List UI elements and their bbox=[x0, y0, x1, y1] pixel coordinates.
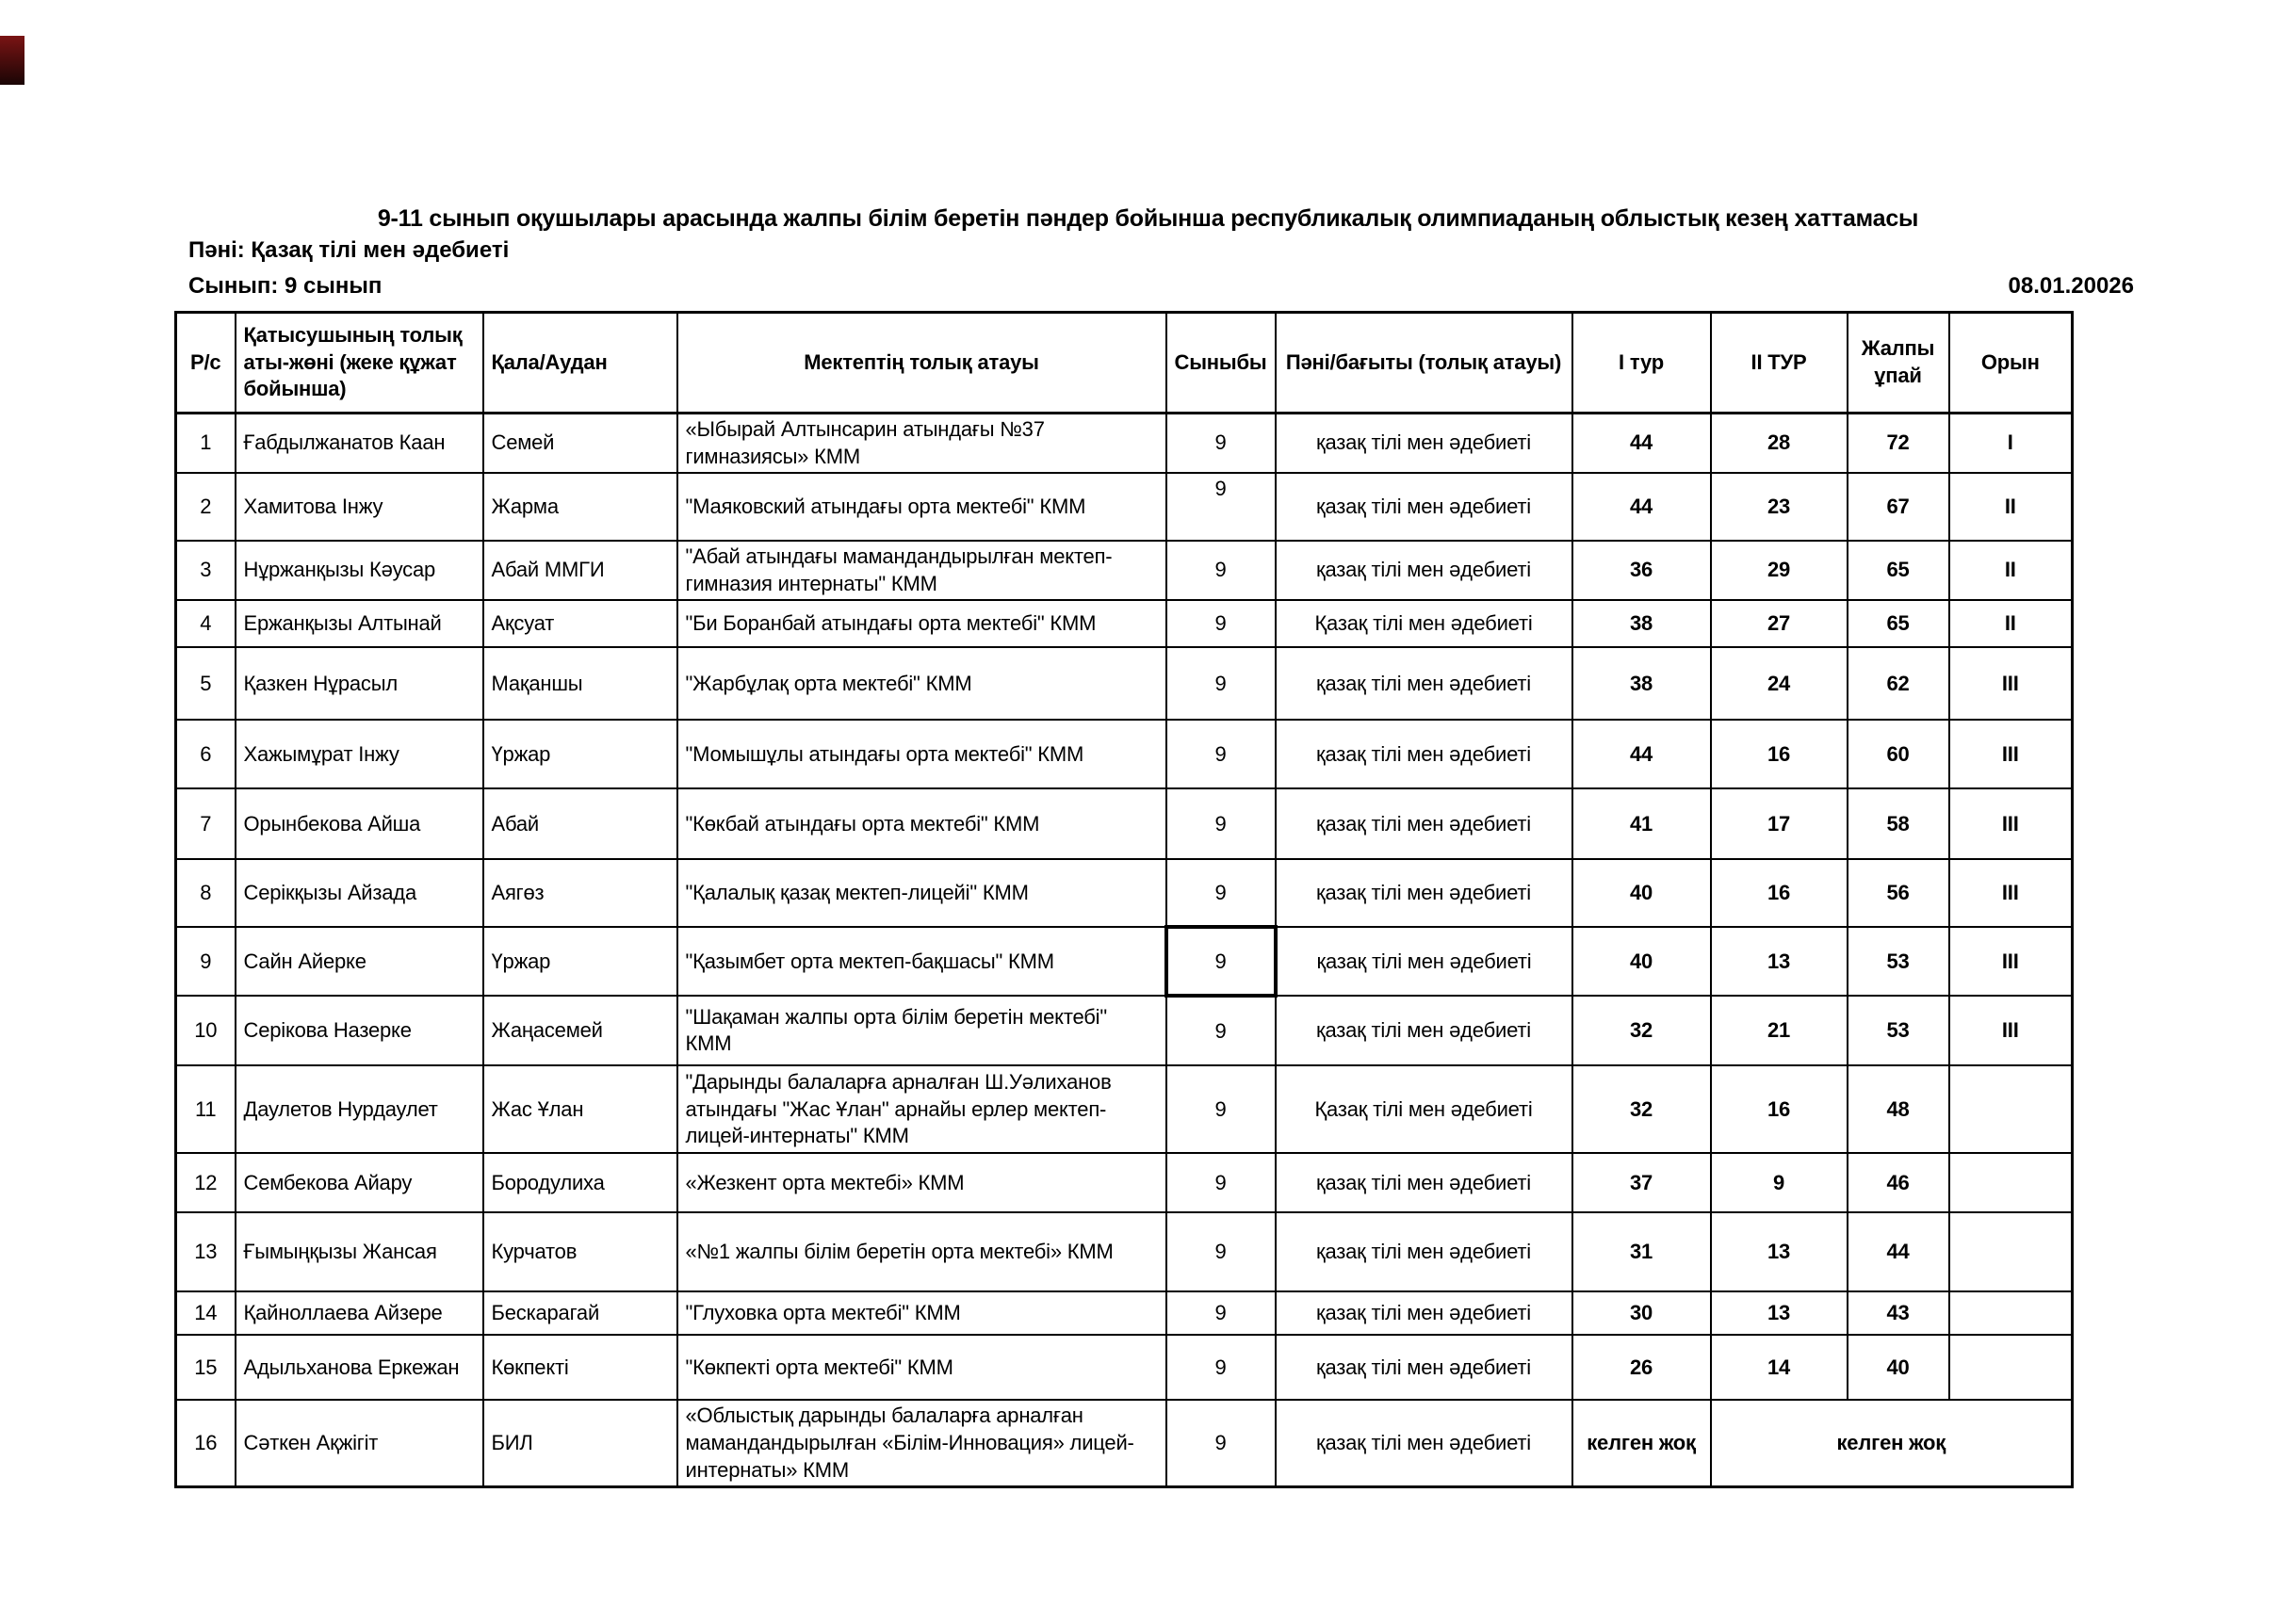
subject-cell: қазақ тілі мен әдебиеті bbox=[1276, 1291, 1572, 1335]
school-name-cell: "Шақаман жалпы орта білім беретін мектебі" КММ bbox=[677, 996, 1166, 1065]
no-show-merged-cell: келген жоқ bbox=[1711, 1400, 2073, 1486]
tour1-score-cell: 40 bbox=[1572, 859, 1711, 927]
tour2-score-cell: 27 bbox=[1711, 600, 1848, 647]
school-name-cell: "Қалалық қазақ мектеп-лицейі" КММ bbox=[677, 859, 1166, 927]
city-district-cell: Бескарагай bbox=[483, 1291, 677, 1335]
subject-cell: қазақ тілі мен әдебиеті bbox=[1276, 788, 1572, 859]
total-score-cell: 46 bbox=[1848, 1153, 1949, 1212]
tour1-score-cell: 44 bbox=[1572, 473, 1711, 541]
city-district-cell: Үржар bbox=[483, 720, 677, 788]
participant-name-cell: Сайн Айерке bbox=[236, 927, 483, 996]
total-score-cell: 62 bbox=[1848, 647, 1949, 720]
participant-name-cell: Орынбекова Айша bbox=[236, 788, 483, 859]
tour2-score-cell: 13 bbox=[1711, 1212, 1848, 1291]
city-district-cell: Жарма bbox=[483, 473, 677, 541]
total-score-cell: 65 bbox=[1848, 600, 1949, 647]
tour2-score-cell: 16 bbox=[1711, 1065, 1848, 1153]
total-score-cell: 56 bbox=[1848, 859, 1949, 927]
grade-cell: 9 bbox=[1166, 1153, 1276, 1212]
participant-name-cell: Ержанқызы Алтынай bbox=[236, 600, 483, 647]
place-cell bbox=[1949, 1212, 2073, 1291]
city-district-cell: БИЛ bbox=[483, 1400, 677, 1486]
table-row bbox=[176, 720, 2073, 788]
grade-cell: 9 bbox=[1166, 1212, 1276, 1291]
table-row bbox=[176, 1212, 2073, 1291]
grade-cell: 9 bbox=[1166, 541, 1276, 600]
header-tour2: ІІ ТУР bbox=[1711, 313, 1848, 414]
tour2-score-cell: 24 bbox=[1711, 647, 1848, 720]
subject-cell: қазақ тілі мен әдебиеті bbox=[1276, 414, 1572, 474]
place-cell: III bbox=[1949, 927, 2073, 996]
place-cell: II bbox=[1949, 473, 2073, 541]
subject-cell: қазақ тілі мен әдебиеті bbox=[1276, 859, 1572, 927]
row-number-cell: 3 bbox=[176, 541, 236, 600]
tour1-score-cell: 32 bbox=[1572, 1065, 1711, 1153]
total-score-cell: 67 bbox=[1848, 473, 1949, 541]
school-name-cell: «Ыбырай Алтынсарин атындағы №37 гимназиясы» КММ bbox=[677, 414, 1166, 474]
table-row bbox=[176, 600, 2073, 647]
school-name-cell: "Қазымбет орта мектеп-бақшасы" КММ bbox=[677, 927, 1166, 996]
school-name-cell: "Көкбай атындағы орта мектебі" КММ bbox=[677, 788, 1166, 859]
participant-name-cell: Хажымұрат Інжу bbox=[236, 720, 483, 788]
tour2-score-cell: 28 bbox=[1711, 414, 1848, 474]
tour2-score-cell: 14 bbox=[1711, 1335, 1848, 1400]
school-name-cell: «Облыстық дарынды балаларға арналған мамандандырылған «Білім-Инновация» лицей-интернаты» КММ bbox=[677, 1400, 1166, 1486]
tour2-score-cell: 9 bbox=[1711, 1153, 1848, 1212]
row-number-cell: 13 bbox=[176, 1212, 236, 1291]
school-name-cell: "Көкпекті орта мектебі" КММ bbox=[677, 1335, 1166, 1400]
tour2-score-cell: 29 bbox=[1711, 541, 1848, 600]
school-name-cell: "Дарынды балаларға арналған Ш.Уәлиханов атындағы "Жас Ұлан" арнайы ерлер мектеп- лицей-интернаты" КММ bbox=[677, 1065, 1166, 1153]
header-subject: Пәні/бағыты (толық атауы) bbox=[1276, 313, 1572, 414]
participant-name-cell: Серікова Назерке bbox=[236, 996, 483, 1065]
tour1-score-cell: 36 bbox=[1572, 541, 1711, 600]
city-district-cell: Үржар bbox=[483, 927, 677, 996]
table-header bbox=[176, 313, 2073, 414]
tour2-score-cell: 23 bbox=[1711, 473, 1848, 541]
tour2-score-cell: 16 bbox=[1711, 859, 1848, 927]
table-row bbox=[176, 1153, 2073, 1212]
subject-cell: қазақ тілі мен әдебиеті bbox=[1276, 541, 1572, 600]
table-row bbox=[176, 1291, 2073, 1335]
subject-cell: Қазақ тілі мен әдебиеті bbox=[1276, 1065, 1572, 1153]
place-cell bbox=[1949, 1335, 2073, 1400]
subject-cell: қазақ тілі мен әдебиеті bbox=[1276, 1153, 1572, 1212]
table-row bbox=[176, 473, 2073, 541]
city-district-cell: Мақаншы bbox=[483, 647, 677, 720]
city-district-cell: Жаңасемей bbox=[483, 996, 677, 1065]
results-table bbox=[174, 311, 2074, 1488]
row-number-cell: 7 bbox=[176, 788, 236, 859]
tour1-score-cell: 38 bbox=[1572, 600, 1711, 647]
place-cell: III bbox=[1949, 720, 2073, 788]
table-row bbox=[176, 1335, 2073, 1400]
school-name-cell: «№1 жалпы білім беретін орта мектебі» КММ bbox=[677, 1212, 1166, 1291]
school-name-cell: "Абай атындағы мамандандырылған мектеп-гимназия интернаты" КММ bbox=[677, 541, 1166, 600]
city-district-cell: Курчатов bbox=[483, 1212, 677, 1291]
table-row bbox=[176, 541, 2073, 600]
subject-cell: қазақ тілі мен әдебиеті bbox=[1276, 473, 1572, 541]
tour1-score-cell: 40 bbox=[1572, 927, 1711, 996]
grade-cell: 9 bbox=[1166, 788, 1276, 859]
table-row bbox=[176, 1065, 2073, 1153]
school-name-cell: "Глуховка орта мектебі" КММ bbox=[677, 1291, 1166, 1335]
header-school-name: Мектептің толық атауы bbox=[677, 313, 1166, 414]
table-row bbox=[176, 1400, 2073, 1486]
header-city-district: Қала/Аудан bbox=[483, 313, 677, 414]
grade-cell: 9 bbox=[1166, 647, 1276, 720]
grade-cell: 9 bbox=[1166, 1335, 1276, 1400]
participant-name-cell: Ғымыңқызы Жансая bbox=[236, 1212, 483, 1291]
place-cell: II bbox=[1949, 600, 2073, 647]
place-cell bbox=[1949, 1291, 2073, 1335]
scan-artifact bbox=[0, 36, 24, 85]
school-name-cell: "Маяковский атындағы орта мектебі" КММ bbox=[677, 473, 1166, 541]
tour2-score-cell: 13 bbox=[1711, 1291, 1848, 1335]
participant-name-cell: Хамитова Інжу bbox=[236, 473, 483, 541]
header-grade: Сыныбы bbox=[1166, 313, 1276, 414]
row-number-cell: 11 bbox=[176, 1065, 236, 1153]
table-row bbox=[176, 414, 2073, 474]
place-cell: III bbox=[1949, 647, 2073, 720]
row-number-cell: 16 bbox=[176, 1400, 236, 1486]
subject-cell: қазақ тілі мен әдебиеті bbox=[1276, 1212, 1572, 1291]
subject-label: Пәні: Қазақ тілі мен әдебиеті bbox=[188, 237, 510, 263]
header-tour1: І тур bbox=[1572, 313, 1711, 414]
grade-cell: 9 bbox=[1166, 720, 1276, 788]
tour1-score-cell: 30 bbox=[1572, 1291, 1711, 1335]
table-row bbox=[176, 859, 2073, 927]
tour2-score-cell: 16 bbox=[1711, 720, 1848, 788]
subject-cell: қазақ тілі мен әдебиеті bbox=[1276, 720, 1572, 788]
header-total-score: Жалпы ұпай bbox=[1848, 313, 1949, 414]
total-score-cell: 40 bbox=[1848, 1335, 1949, 1400]
class-label: Сынып: 9 сынып bbox=[188, 273, 383, 299]
school-name-cell: "Би Боранбай атындағы орта мектебі" КММ bbox=[677, 600, 1166, 647]
header-place: Орын bbox=[1949, 313, 2073, 414]
row-number-cell: 14 bbox=[176, 1291, 236, 1335]
total-score-cell: 65 bbox=[1848, 541, 1949, 600]
school-name-cell: "Жарбұлақ орта мектебі" КММ bbox=[677, 647, 1166, 720]
city-district-cell: Бородулиха bbox=[483, 1153, 677, 1212]
total-score-cell: 58 bbox=[1848, 788, 1949, 859]
row-number-cell: 15 bbox=[176, 1335, 236, 1400]
subject-cell: қазақ тілі мен әдебиеті bbox=[1276, 1335, 1572, 1400]
participant-name-cell: Нұржанқызы Кәусар bbox=[236, 541, 483, 600]
results-table-body bbox=[176, 414, 2073, 1487]
total-score-cell: 53 bbox=[1848, 996, 1949, 1065]
subject-cell: қазақ тілі мен әдебиеті bbox=[1276, 927, 1572, 996]
subject-cell: қазақ тілі мен әдебиеті bbox=[1276, 1400, 1572, 1486]
row-number-cell: 2 bbox=[176, 473, 236, 541]
table-row bbox=[176, 647, 2073, 720]
row-number-cell: 4 bbox=[176, 600, 236, 647]
city-district-cell: Көкпекті bbox=[483, 1335, 677, 1400]
row-number-cell: 6 bbox=[176, 720, 236, 788]
place-cell: I bbox=[1949, 414, 2073, 474]
tour1-score-cell: 41 bbox=[1572, 788, 1711, 859]
participant-name-cell: Даулетов Нурдаулет bbox=[236, 1065, 483, 1153]
grade-cell: 9 bbox=[1166, 1291, 1276, 1335]
city-district-cell: Абай bbox=[483, 788, 677, 859]
tour1-score-cell: 44 bbox=[1572, 414, 1711, 474]
table-row bbox=[176, 996, 2073, 1065]
total-score-cell: 53 bbox=[1848, 927, 1949, 996]
place-cell: II bbox=[1949, 541, 2073, 600]
subject-cell: қазақ тілі мен әдебиеті bbox=[1276, 647, 1572, 720]
tour1-score-cell: 37 bbox=[1572, 1153, 1711, 1212]
document-date: 08.01.20026 bbox=[2008, 273, 2134, 299]
grade-cell: 9 bbox=[1166, 600, 1276, 647]
participant-name-cell: Сәткен Ақжігіт bbox=[236, 1400, 483, 1486]
total-score-cell: 60 bbox=[1848, 720, 1949, 788]
page-title: 9-11 сынып оқушылары арасында жалпы білім беретін пәндер бойынша республикалық олимпиаданың облыстық кезең хаттамасы bbox=[377, 205, 1919, 232]
tour2-score-cell: 21 bbox=[1711, 996, 1848, 1065]
tour1-score-cell: келген жоқ bbox=[1572, 1400, 1711, 1486]
grade-cell: 9 bbox=[1166, 927, 1276, 996]
row-number-cell: 9 bbox=[176, 927, 236, 996]
table-row bbox=[176, 788, 2073, 859]
tour2-score-cell: 17 bbox=[1711, 788, 1848, 859]
row-number-cell: 8 bbox=[176, 859, 236, 927]
city-district-cell: Абай ММГИ bbox=[483, 541, 677, 600]
place-cell: III bbox=[1949, 996, 2073, 1065]
row-number-cell: 10 bbox=[176, 996, 236, 1065]
total-score-cell: 44 bbox=[1848, 1212, 1949, 1291]
tour2-score-cell: 13 bbox=[1711, 927, 1848, 996]
participant-name-cell: Серікқызы Айзада bbox=[236, 859, 483, 927]
city-district-cell: Аягөз bbox=[483, 859, 677, 927]
total-score-cell: 72 bbox=[1848, 414, 1949, 474]
place-cell: III bbox=[1949, 788, 2073, 859]
grade-cell: 9 bbox=[1166, 996, 1276, 1065]
city-district-cell: Ақсуат bbox=[483, 600, 677, 647]
place-cell bbox=[1949, 1065, 2073, 1153]
row-number-cell: 5 bbox=[176, 647, 236, 720]
participant-name-cell: Ғабдылжанатов Каан bbox=[236, 414, 483, 474]
table-row bbox=[176, 927, 2073, 996]
city-district-cell: Жас Ұлан bbox=[483, 1065, 677, 1153]
participant-name-cell: Қазкен Нұрасыл bbox=[236, 647, 483, 720]
tour1-score-cell: 31 bbox=[1572, 1212, 1711, 1291]
header-participant-name: Қатысушының толық аты-жөні (жеке құжат бойынша) bbox=[236, 313, 483, 414]
city-district-cell: Семей bbox=[483, 414, 677, 474]
subject-cell: Қазақ тілі мен әдебиеті bbox=[1276, 600, 1572, 647]
header-row-number: Р/с bbox=[176, 313, 236, 414]
tour1-score-cell: 44 bbox=[1572, 720, 1711, 788]
school-name-cell: «Жезкент орта мектебі» КММ bbox=[677, 1153, 1166, 1212]
school-name-cell: "Момышұлы атындағы орта мектебі" КММ bbox=[677, 720, 1166, 788]
place-cell: III bbox=[1949, 859, 2073, 927]
total-score-cell: 43 bbox=[1848, 1291, 1949, 1335]
row-number-cell: 1 bbox=[176, 414, 236, 474]
grade-cell: 9 bbox=[1166, 859, 1276, 927]
tour1-score-cell: 26 bbox=[1572, 1335, 1711, 1400]
grade-cell: 9 bbox=[1166, 473, 1276, 541]
row-number-cell: 12 bbox=[176, 1153, 236, 1212]
header-row bbox=[176, 313, 2073, 414]
participant-name-cell: Сембекова Айару bbox=[236, 1153, 483, 1212]
grade-cell: 9 bbox=[1166, 1065, 1276, 1153]
grade-cell: 9 bbox=[1166, 414, 1276, 474]
participant-name-cell: Қайноллаева Айзере bbox=[236, 1291, 483, 1335]
subject-cell: қазақ тілі мен әдебиеті bbox=[1276, 996, 1572, 1065]
total-score-cell: 48 bbox=[1848, 1065, 1949, 1153]
grade-cell: 9 bbox=[1166, 1400, 1276, 1486]
tour1-score-cell: 32 bbox=[1572, 996, 1711, 1065]
place-cell bbox=[1949, 1153, 2073, 1212]
tour1-score-cell: 38 bbox=[1572, 647, 1711, 720]
participant-name-cell: Адыльханова Еркежан bbox=[236, 1335, 483, 1400]
